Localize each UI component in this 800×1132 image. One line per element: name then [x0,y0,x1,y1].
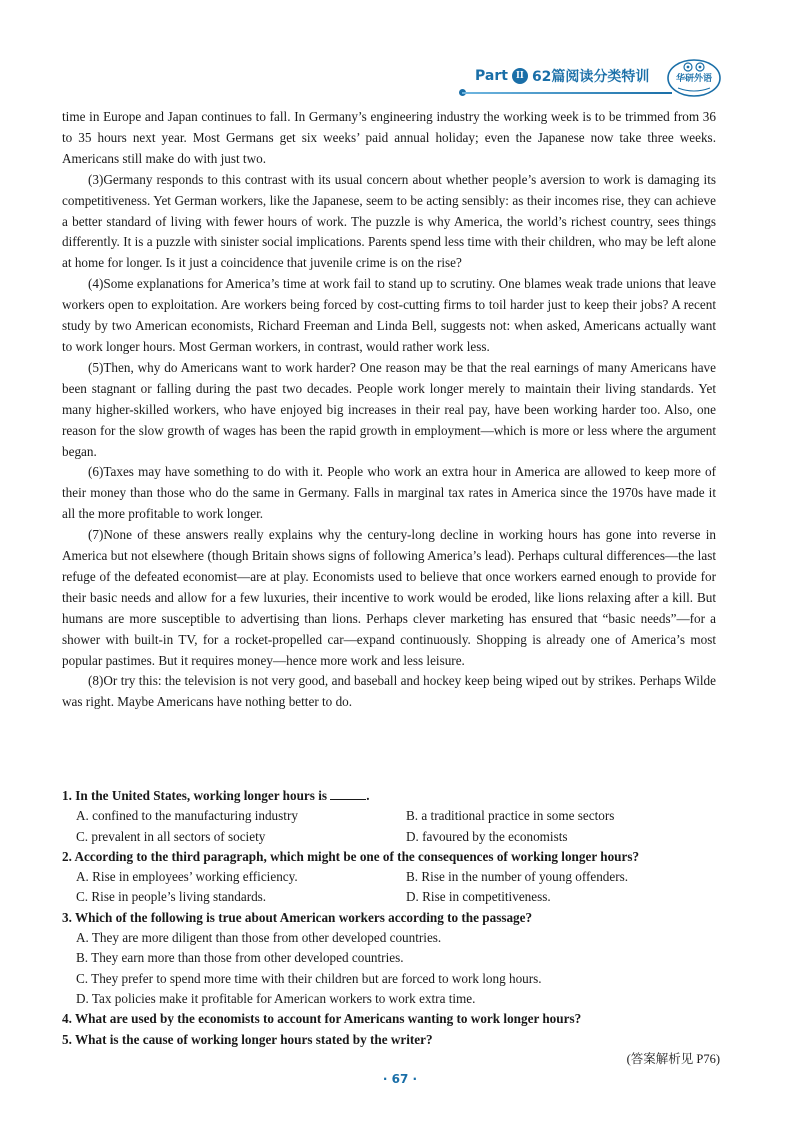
question-list [62,786,716,1050]
question-1-stem: 1. In the United States, working longer hours is [62,788,327,803]
option-a: A. Rise in employees’ working efficiency. [76,869,298,885]
option-c: C. prevalent in all sectors of society [76,828,266,844]
answer-reference: (答案解析见 P76) [626,1052,720,1066]
paragraph-8: (8)Or try this: the television is not very good, and baseball and hockey keep being wiped out by strikes. Perhaps Wilde was right. Maybe Americans have nothing better to do. [62,673,716,710]
question-2-options [62,867,716,908]
section-title: 62篇阅读分类特训 [531,69,650,85]
reading-passage [62,107,716,713]
question-3-options [62,928,716,1009]
page-header [0,0,800,100]
question-1 [62,786,716,806]
option-c: C. They prefer to spend more time with their children but are forced to work long hours. [76,970,542,986]
question-3: 3. Which of the following is true about American workers according to the passage? [62,909,533,925]
question-1-options [62,806,716,847]
question-4: 4. What are used by the economists to account for Americans wanting to work longer hours? [62,1011,582,1027]
paragraph-6: (6)Taxes may have something to do with it. People who work an extra hour in America are allowed to keep more of their money than those who do the same in Germany. Falls in marginal tax rates in America since the 1970s have made it all the more profitable to work longer. [62,464,716,522]
header-underline [462,92,672,94]
paragraph-5: (5)Then, why do Americans want to work harder? One reason may be that the real earnings of many Americans have been stagnant or falling during the past two decades. People work longer merely to maintain their living standards. Yet many higher-skilled workers, who have enjoyed big increases in their real pay, have been working harder too. Also, one reason for the slow growth of wages has been the rapid growth in employment—which is more or less where the argument began. [62,359,716,459]
option-b: B. Rise in the number of young offenders. [406,869,629,885]
question-2: 2. According to the third paragraph, which might be one of the consequences of working longer hours? [62,848,640,864]
section-heading [475,66,649,86]
paragraph-4: (4)Some explanations for America’s time at work fail to stand up to scrutiny. One blames weak trade unions that leave workers open to exploitation. Are workers being forced by cost-cutting firms to toil harder just to keep their jobs? A recent study by two American economists, Richard Freeman and Linda Bell, suggests not: when asked, Americans actually want to work longer hours. Most German workers, in contrast, would rather work less. [62,276,716,354]
paragraph-continued: time in Europe and Japan continues to fall. In Germany’s engineering industry the working week is to be trimmed from 36 to 35 hours next year. Most Germans get six weeks’ paid annual holiday; even the Japanese now take three weeks. Americans still make do with just two. [62,109,716,166]
option-a: A. confined to the manufacturing industry [76,808,298,824]
option-d: D. Rise in competitiveness. [406,889,551,905]
option-b: B. They earn more than those from other developed countries. [76,950,404,966]
option-a: A. They are more diligent than those from other developed countries. [76,930,442,946]
part-label: Part [475,68,508,84]
paragraph-3: (3)Germany responds to this contrast with its usual concern about whether people’s aversion to work is damaging its competitiveness. Yet German workers, like the Japanese, seem to be acting sensibly: as their incomes rise, they can achieve a better standard of living with fewer hours of work. The puzzle is why America, the world’s richest country, sees things differently. It is a puzzle with sinister social implications. Parents spend less time with their children, who may be left alone at home for longer. Is it just a coincidence that juvenile crime is on the rise? [62,171,716,271]
page-number: · 67 · [382,1072,418,1086]
option-d: D. Tax policies make it profitable for American workers to work extra time. [76,990,476,1006]
option-b: B. a traditional practice in some sectors [406,808,615,824]
part-number-badge: II [512,68,528,84]
question-5: 5. What is the cause of working longer hours stated by the writer? [62,1031,433,1047]
question-1-stem-suffix: . [366,788,370,803]
paragraph-7: (7)None of these answers really explains why the century-long decline in working hours has gone into reverse in America but not elsewhere (though Britain shows signs of following America’s lead). Perhaps cultural differences—the last refuge of the defeated economist—are at play. Economists used to believe that once workers earned enough to provide for their basic needs and allow for a few luxuries, their incentive to work would be eroded, like lions relaxing after a kill. But humans are more susceptible to advertising than lions. Perhaps clever marketing has ensured that “basic needs”—for a shower with built-in TV, for a rocket-propelled car—expand continuously. Shopping is already one of America’s most popular pastimes. But it requires money—hence more work and less leisure. [62,527,716,668]
option-d: D. favoured by the economists [406,828,568,844]
option-c: C. Rise in people’s living standards. [76,889,267,905]
logo-text: 华研外语 [675,74,712,84]
answer-blank [330,787,366,800]
